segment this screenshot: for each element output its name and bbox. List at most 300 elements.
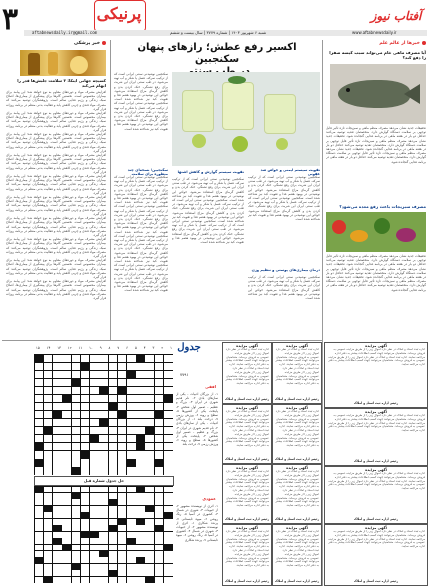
crossword-cell [90, 525, 99, 531]
crossword-cell[interactable] [53, 411, 62, 418]
crossword-cell[interactable] [164, 427, 173, 434]
crossword-cell[interactable] [164, 467, 173, 474]
notice-body: اداره ثبت اسناد و املاک در نظر دارد اموال زیر را از طریق مزایده عمومی به فروش برساند. متقاضیان می‌توانند جهت کسب اطلاعات بیشتر به دفتر اداره مراجعه نمایند. اداره ثبت اسناد و املاک در نظر دارد اموال زیر را از طریق مزایده عمومی به فروش برساند. متقاضیان می‌توانند جهت کسب اطلاعات بیشتر به دفتر اداره مراجعه نمایند. [225, 470, 269, 508]
crossword-cell [164, 525, 173, 531]
crossword-cell [118, 525, 127, 531]
crossword-cell[interactable] [118, 395, 127, 402]
crossword-cell [53, 512, 62, 518]
crossword-cell[interactable] [44, 371, 53, 378]
crossword-cell[interactable] [136, 387, 145, 394]
crossword-cell[interactable] [90, 459, 99, 466]
crossword-cell[interactable] [145, 411, 154, 418]
crossword-cell[interactable] [155, 443, 164, 450]
crossword-cell[interactable] [109, 403, 118, 410]
notice-footer: رئیس اداره ثبت اسناد و املاک [353, 517, 399, 521]
crossword-cell[interactable] [62, 427, 71, 434]
crossword-cell[interactable] [145, 403, 154, 410]
crossword-cell [127, 506, 136, 512]
masthead [0, 0, 430, 44]
crossword-cell[interactable] [81, 451, 90, 458]
crossword-cell[interactable] [44, 411, 53, 418]
crossword-cell[interactable] [44, 403, 53, 410]
crossword-cell[interactable] [90, 379, 99, 386]
crossword-cell [81, 493, 90, 499]
notice-title: آگهی مزایده [236, 466, 258, 470]
subhead-3: تقویت سیستم ایمنی و خواص ضد عفونی [260, 168, 320, 176]
crossword-cell[interactable] [81, 395, 90, 402]
crossword-cell[interactable] [81, 419, 90, 426]
crossword-cell[interactable] [99, 427, 108, 434]
crossword-cell[interactable] [145, 451, 154, 458]
crossword-cell[interactable] [53, 355, 62, 362]
crossword-cell[interactable] [35, 379, 44, 386]
crossword-cell[interactable] [53, 443, 62, 450]
crossword-cell[interactable] [127, 355, 136, 362]
crossword-cell[interactable] [62, 411, 71, 418]
crossword-cell[interactable] [118, 355, 127, 362]
crossword-cell[interactable] [81, 355, 90, 362]
crossword-cell[interactable] [53, 419, 62, 426]
crossword-cell[interactable] [109, 451, 118, 458]
crossword-cell[interactable] [155, 435, 164, 442]
crossword-cell [155, 519, 164, 525]
crossword-cell[interactable] [90, 451, 99, 458]
crossword-cell[interactable] [118, 411, 127, 418]
crossword-cell[interactable] [53, 387, 62, 394]
crossword-cell[interactable] [109, 459, 118, 466]
crossword-cell[interactable] [145, 355, 154, 362]
crossword-cell[interactable] [99, 395, 108, 402]
crossword-cell[interactable] [90, 427, 99, 434]
crossword-cell[interactable] [90, 411, 99, 418]
crossword-cell[interactable] [72, 459, 81, 466]
crossword-cell[interactable] [164, 371, 173, 378]
crossword-cell[interactable] [35, 363, 44, 370]
crossword-cell[interactable] [72, 435, 81, 442]
crossword-cell[interactable] [81, 387, 90, 394]
crossword-cell[interactable] [81, 379, 90, 386]
crossword-cell[interactable] [90, 371, 99, 378]
crossword-cell[interactable] [44, 419, 53, 426]
crossword-cell[interactable] [145, 371, 154, 378]
crossword-cell[interactable] [164, 355, 173, 362]
crossword-cell[interactable] [155, 467, 164, 474]
crossword-cell [164, 538, 173, 544]
crossword-cell[interactable] [99, 467, 108, 474]
crossword-cell[interactable] [99, 371, 108, 378]
oil-bottles-photo [20, 50, 106, 76]
crossword-cell[interactable] [99, 363, 108, 370]
header-email[interactable]: aftabnewsdaily.ir@gmail.com [32, 30, 98, 35]
crossword-cell[interactable] [72, 395, 81, 402]
crossword-cell [118, 532, 127, 538]
crossword-cell[interactable] [109, 395, 118, 402]
crossword-cell [53, 545, 62, 551]
crossword-cell[interactable] [164, 411, 173, 418]
crossword-cell[interactable] [164, 443, 173, 450]
crossword-cell [90, 577, 99, 583]
crossword-cell[interactable] [81, 363, 90, 370]
crossword-cell[interactable] [109, 371, 118, 378]
notice-footer: رئیس اداره ثبت اسناد و املاک [353, 401, 399, 405]
crossword-cell [90, 545, 99, 551]
crossword-cell[interactable] [109, 355, 118, 362]
crossword-cell[interactable] [118, 371, 127, 378]
crossword-cell[interactable] [127, 435, 136, 442]
crossword-cell[interactable] [164, 419, 173, 426]
right-headline-2: مصرف سبزیجات باعث رفع معده می‌شود؟ [339, 204, 426, 209]
crossword-cell[interactable] [72, 427, 81, 434]
crossword-cell[interactable] [44, 451, 53, 458]
crossword-cell [109, 519, 118, 525]
crossword-cell[interactable] [35, 459, 44, 466]
crossword-cell[interactable] [44, 459, 53, 466]
crossword-cell[interactable] [164, 363, 173, 370]
crossword-cell[interactable] [136, 443, 145, 450]
crossword-cell[interactable] [136, 403, 145, 410]
crossword-cell[interactable] [136, 435, 145, 442]
crossword-cell[interactable] [145, 379, 154, 386]
crossword-cell[interactable] [90, 419, 99, 426]
crossword-cell[interactable] [53, 403, 62, 410]
crossword-cell[interactable] [44, 379, 53, 386]
crossword-cell[interactable] [155, 427, 164, 434]
crossword-cell[interactable] [155, 355, 164, 362]
crossword-cell[interactable] [72, 467, 81, 474]
crossword-cell[interactable] [118, 379, 127, 386]
crossword-cell [127, 545, 136, 551]
crossword-cell[interactable] [136, 355, 145, 362]
notice-title: آگهی مزایده [286, 406, 308, 410]
crossword-cell[interactable] [127, 451, 136, 458]
crossword-cell[interactable] [44, 355, 53, 362]
crossword-cell[interactable] [81, 411, 90, 418]
crossword-cell[interactable] [99, 355, 108, 362]
crossword-cell[interactable] [145, 395, 154, 402]
crossword-cell[interactable] [155, 419, 164, 426]
crossword-cell [127, 499, 136, 505]
crossword-cell[interactable] [44, 467, 53, 474]
crossword-cell [118, 493, 127, 499]
crossword-cell[interactable] [136, 379, 145, 386]
crossword-cell[interactable] [44, 443, 53, 450]
crossword-cell [136, 577, 145, 583]
crossword-cell[interactable] [72, 411, 81, 418]
crossword-cell[interactable] [99, 379, 108, 386]
crossword-cell[interactable] [62, 451, 71, 458]
crossword-cell[interactable] [145, 459, 154, 466]
crossword-cell[interactable] [81, 459, 90, 466]
crossword-cell[interactable] [127, 419, 136, 426]
crossword-cell[interactable] [81, 371, 90, 378]
right-section-label: خبرها از عالم علم [326, 40, 426, 48]
crossword-cell [109, 557, 118, 563]
crossword-cell[interactable] [109, 427, 118, 434]
crossword-cell[interactable] [127, 363, 136, 370]
crossword-cell [155, 570, 164, 576]
crossword-cell[interactable] [99, 435, 108, 442]
crossword-cell [35, 519, 44, 525]
crossword-cell[interactable] [109, 387, 118, 394]
crossword-cell[interactable] [145, 443, 154, 450]
crossword-cell[interactable] [99, 443, 108, 450]
crossword-cell [53, 557, 62, 563]
crossword-cell[interactable] [81, 435, 90, 442]
crossword-cell[interactable] [99, 451, 108, 458]
crossword-cell[interactable] [62, 363, 71, 370]
crossword-cell [136, 570, 145, 576]
crossword-cell[interactable] [44, 363, 53, 370]
crossword-cell[interactable] [118, 459, 127, 466]
crossword-cell[interactable] [72, 451, 81, 458]
crossword-cell[interactable] [118, 451, 127, 458]
crossword-cell [109, 487, 118, 493]
crossword-cell[interactable] [164, 387, 173, 394]
crossword-cell[interactable] [109, 411, 118, 418]
crossword-cell[interactable] [62, 419, 71, 426]
crossword-cell[interactable] [136, 371, 145, 378]
crossword-cell[interactable] [62, 403, 71, 410]
crossword-cell[interactable] [155, 403, 164, 410]
crossword-cell[interactable] [164, 403, 173, 410]
crossword-cell[interactable] [109, 379, 118, 386]
crossword-cell[interactable] [127, 427, 136, 434]
center-col4-text: سکنجبین نوشیدنی سنتی ایرانی است که از ترکیب سرکه، عسل یا شکر و آب تهیه می‌شود. در طب سنتی ایران این شربت برای رفع تشنگی، خنک کردن بدن و کاهش گرمای مزاج استفاده می‌شود. خواص این نوشیدنی در بهبود هضم غذا و تقویت کبد نیز شناخته شده است. سکنجبین نوشیدنی سنتی ایرانی است که از ترکیب سرکه، عسل یا شکر و آب تهیه می‌شود. در طب سنتی ایران این شربت برای رفع تشنگی، خنک کردن بدن و کاهش گرمای مزاج استفاده می‌شود. خواص این نوشیدنی در بهبود هضم غذا و تقویت کبد نیز شناخته شده است. [248, 175, 320, 222]
crossword-cell[interactable] [53, 427, 62, 434]
crossword-cell[interactable] [35, 387, 44, 394]
crossword-cell[interactable] [118, 435, 127, 442]
crossword-cell[interactable] [118, 427, 127, 434]
crossword-cell[interactable] [62, 459, 71, 466]
crossword-cell[interactable] [35, 355, 44, 362]
crossword-cell[interactable] [35, 435, 44, 442]
crossword-cell[interactable] [145, 435, 154, 442]
crossword-cell [62, 577, 71, 583]
crossword-cell [99, 551, 108, 557]
crossword-cell [81, 499, 90, 505]
crossword-cell[interactable] [90, 403, 99, 410]
crossword-cell [35, 532, 44, 538]
crossword-cell[interactable] [72, 443, 81, 450]
crossword-cell[interactable] [145, 427, 154, 434]
crossword-cell[interactable] [44, 435, 53, 442]
prev-solution-title: حل جدول شماره قبل [34, 476, 174, 486]
crossword-cell[interactable] [127, 403, 136, 410]
crossword-cell [72, 512, 81, 518]
crossword-cell [35, 577, 44, 583]
crossword-cell [62, 525, 71, 531]
crossword-cell[interactable] [53, 371, 62, 378]
crossword-cell[interactable] [62, 395, 71, 402]
crossword-cell[interactable] [90, 435, 99, 442]
crossword-cell[interactable] [155, 371, 164, 378]
crossword-cell[interactable] [35, 411, 44, 418]
crossword-cell[interactable] [109, 467, 118, 474]
crossword-cell[interactable] [136, 467, 145, 474]
crossword-cell[interactable] [62, 387, 71, 394]
header-site[interactable]: www.aftabnewsdaily.ir [352, 30, 397, 35]
crossword-cell[interactable] [127, 379, 136, 386]
crossword-cell [127, 493, 136, 499]
crossword-cell[interactable] [35, 419, 44, 426]
crossword-cell[interactable] [109, 435, 118, 442]
crossword-cell[interactable] [155, 411, 164, 418]
crossword-cell[interactable] [164, 435, 173, 442]
crossword-cell[interactable] [35, 443, 44, 450]
crossword-cell [62, 564, 71, 570]
crossword-cell[interactable] [53, 379, 62, 386]
notice-body: اداره ثبت اسناد و املاک در نظر دارد اموال زیر را از طریق مزایده عمومی به فروش برساند. متقاضیان می‌توانند جهت کسب اطلاعات بیشتر به دفتر اداره مراجعه نمایند. اداره ثبت اسناد و املاک در نظر دارد اموال زیر را از طریق مزایده عمومی به فروش برساند. متقاضیان می‌توانند جهت کسب اطلاعات بیشتر به دفتر اداره مراجعه نمایند. [328, 472, 425, 491]
crossword-cell [109, 512, 118, 518]
crossword-cell[interactable] [127, 459, 136, 466]
crossword-cell [145, 493, 154, 499]
crossword-cell[interactable] [44, 387, 53, 394]
crossword-cell [109, 545, 118, 551]
crossword-cell [53, 564, 62, 570]
crossword-cell[interactable] [90, 443, 99, 450]
crossword-cell[interactable] [155, 363, 164, 370]
crossword-cell[interactable] [90, 355, 99, 362]
crossword-cell[interactable] [118, 419, 127, 426]
crossword-cell [136, 493, 145, 499]
crossword-cell[interactable] [53, 435, 62, 442]
crossword-cell[interactable] [118, 467, 127, 474]
crossword-cell[interactable] [72, 371, 81, 378]
crossword-cell [72, 499, 81, 505]
crossword-cell[interactable] [99, 387, 108, 394]
crossword-cell [99, 499, 108, 505]
crossword-cell[interactable] [155, 387, 164, 394]
crossword-cell[interactable] [155, 459, 164, 466]
crossword-cell[interactable] [44, 427, 53, 434]
crossword-cell[interactable] [62, 467, 71, 474]
notice-footer: رئیس اداره ثبت اسناد و املاک [274, 579, 320, 583]
crossword-cell[interactable] [118, 443, 127, 450]
crossword-cell[interactable] [136, 451, 145, 458]
crossword-cell[interactable] [62, 443, 71, 450]
crossword-cell[interactable] [145, 467, 154, 474]
crossword-cell[interactable] [81, 427, 90, 434]
crossword-cell[interactable] [109, 419, 118, 426]
crossword-cell[interactable] [72, 419, 81, 426]
crossword-grid[interactable] [34, 354, 173, 475]
crossword-cell[interactable] [90, 395, 99, 402]
crossword-cell [136, 499, 145, 505]
crossword-cell[interactable] [155, 379, 164, 386]
crossword-cell[interactable] [118, 387, 127, 394]
crossword-cell[interactable] [136, 363, 145, 370]
crossword-cell[interactable] [99, 419, 108, 426]
crossword-cell [62, 493, 71, 499]
crossword-cell[interactable] [81, 467, 90, 474]
crossword-cell[interactable] [127, 467, 136, 474]
crossword-cell[interactable] [81, 443, 90, 450]
crossword-cell[interactable] [136, 411, 145, 418]
crossword-cell[interactable] [35, 451, 44, 458]
crossword-cell [99, 538, 108, 544]
crossword-cell[interactable] [164, 459, 173, 466]
crossword-cell [164, 499, 173, 505]
crossword-cell[interactable] [109, 443, 118, 450]
crossword-cell[interactable] [145, 363, 154, 370]
crossword-cell[interactable] [35, 395, 44, 402]
crossword-cell[interactable] [81, 403, 90, 410]
crossword-cell [155, 577, 164, 583]
crossword-cell [72, 519, 81, 525]
crossword-cell[interactable] [145, 387, 154, 394]
crossword-cell[interactable] [164, 379, 173, 386]
crossword-cell[interactable] [44, 395, 53, 402]
crossword-cell[interactable] [53, 395, 62, 402]
crossword-cell[interactable] [99, 403, 108, 410]
crossword-cell[interactable] [118, 403, 127, 410]
crossword-cell [164, 532, 173, 538]
crossword-cell[interactable] [90, 467, 99, 474]
crossword-cell[interactable] [127, 411, 136, 418]
crossword-cell[interactable] [127, 443, 136, 450]
crossword-cell [44, 564, 53, 570]
crossword-cell[interactable] [136, 395, 145, 402]
crossword-cell[interactable] [127, 371, 136, 378]
crossword-cell [99, 493, 108, 499]
crossword-cell[interactable] [35, 427, 44, 434]
crossword-cell[interactable] [127, 387, 136, 394]
crossword-cell[interactable] [136, 459, 145, 466]
crossword-cell[interactable] [118, 363, 127, 370]
crossword-cell[interactable] [109, 363, 118, 370]
crossword-cell[interactable] [35, 403, 44, 410]
crossword-cell[interactable] [72, 379, 81, 386]
crossword-cell[interactable] [62, 355, 71, 362]
crossword-cell [53, 570, 62, 576]
crossword-cell[interactable] [164, 451, 173, 458]
crossword-cell[interactable] [127, 395, 136, 402]
crossword-cell[interactable] [99, 459, 108, 466]
crossword-cell [145, 551, 154, 557]
crossword-cell[interactable] [53, 451, 62, 458]
crossword-cell[interactable] [136, 427, 145, 434]
crossword-cell[interactable] [72, 363, 81, 370]
crossword-cell[interactable] [72, 387, 81, 394]
crossword-cell [99, 519, 108, 525]
crossword-cell [127, 512, 136, 518]
crossword-cell[interactable] [90, 363, 99, 370]
crossword-cell[interactable] [35, 371, 44, 378]
crossword-cell[interactable] [62, 371, 71, 378]
crossword-cell[interactable] [62, 379, 71, 386]
notice-body: اداره ثبت اسناد و املاک در نظر دارد اموال زیر را از طریق مزایده عمومی به فروش برساند. متقاضیان می‌توانند جهت کسب اطلاعات بیشتر به دفتر اداره مراجعه نمایند. اداره ثبت اسناد و املاک در نظر دارد اموال زیر را از طریق مزایده عمومی به فروش برساند. متقاضیان می‌توانند جهت کسب اطلاعات بیشتر به دفتر اداره مراجعه نمایند. [275, 530, 319, 568]
crossword-cell[interactable] [53, 459, 62, 466]
crossword-cell[interactable] [53, 363, 62, 370]
crossword-cell[interactable] [136, 419, 145, 426]
crossword-cell[interactable] [90, 387, 99, 394]
crossword-cell [62, 519, 71, 525]
crossword-cell [164, 570, 173, 576]
crossword-cell[interactable] [155, 451, 164, 458]
crossword-cell [62, 506, 71, 512]
crossword-cell[interactable] [155, 395, 164, 402]
crossword-cell[interactable] [53, 467, 62, 474]
crossword-cell[interactable] [35, 467, 44, 474]
crossword-cell [44, 532, 53, 538]
bullet-icon [422, 41, 426, 45]
crossword-cell[interactable] [164, 395, 173, 402]
crossword-cell[interactable] [72, 355, 81, 362]
crossword-cell[interactable] [145, 419, 154, 426]
crossword-cell[interactable] [99, 411, 108, 418]
crossword-cell[interactable] [62, 435, 71, 442]
crossword-cell[interactable] [72, 403, 81, 410]
